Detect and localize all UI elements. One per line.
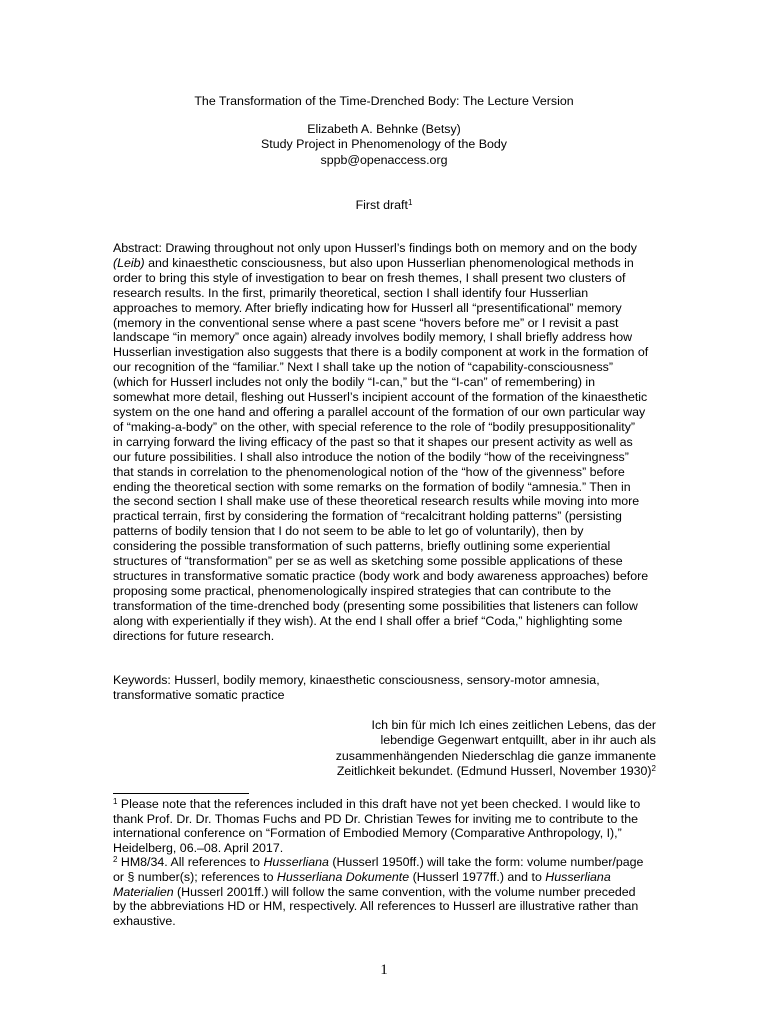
author-name: Elizabeth A. Behnke (Betsy) [307,122,461,136]
abstract-line: structures in transformative somatic practice (body work and body awareness approaches) before [113,568,649,583]
footnote-ref-2[interactable]: 2 [651,763,656,773]
abstract-line: transformation of the time-drenched body (presenting some possibilities that listeners can follow [113,598,638,613]
abstract-line: of “making-a-body” on the other, with special reference to the role of “bodily presuppositionality” [113,419,636,434]
page-number: 1 [380,962,388,978]
abstract-line: structures of “transformation” per se as well as sketching some possible applications of these [113,554,623,569]
abstract-line: that stands in correlation to the phenomenological notion of the “how of the givenness” before [113,464,625,479]
abstract-line: our future possibilities. I shall also introduce the notion of the bodily “how of the receivingness” [113,449,629,464]
epigraph-quote [296,718,656,779]
abstract-line: system on the one hand and offering a parallel account of the formation of our own particular way [113,404,646,419]
abstract-line: proposing some practical, phenomenologically inspired strategies that can contribute to the [113,583,611,598]
footnotes [113,797,661,928]
keywords-paragraph [113,673,661,703]
epigraph-line: Ich bin für mich Ich eines zeitlichen Lebens, das der [371,718,656,732]
abstract-line: (Leib) and kinaesthetic consciousness, but also upon Husserlian phenomenological methods in [113,255,634,270]
abstract-line: Abstract: Drawing throughout not only upon Husserl’s findings both on memory and on the body [113,241,637,255]
abstract-line: our recognition of the “familiar.” Next I shall take up the notion of “capability-consciousness” [113,360,614,375]
abstract-line: approaches to memory. After briefly indicating how for Husserl all “presentificational” memory [113,300,622,315]
abstract-paragraph [113,241,661,643]
abstract-line: ending the theoretical section with some remarks on the formation of bodily “amnesia.” Then in [113,479,631,494]
abstract-line: patterns of bodily tension that I do not seem to be able to let go of voluntarily), then by [113,524,584,539]
footnote-1: $^1$ Please note that the references included in this draft have not yet been checked. I would like to thank Prof. Dr. Dr. Thomas Fuchs and PD Dr. Christian Tewes for inviting me to contribute to the international conference on “Formation of Embodied Memory (Comparative Anthropology, I),” Heidelberg, 06.–08. April 2017. [113,797,641,855]
author-affiliation: Study Project in Phenomenology of the Body [261,137,507,152]
abstract-line: in carrying forward the living efficacy of the past so that it shapes our present activity as well as [113,434,633,449]
abstract-line: somewhat more detail, fleshing out Husserl’s incipient account of the formation of the kinaesthetic [113,390,648,405]
abstract-line: the second section I shall make use of these theoretical research results while moving into more [113,494,640,509]
abstract-line: directions for future research. [113,628,275,643]
abstract-line: considering the possible transformation of such patterns, briefly outlining some experiential [113,539,611,554]
abstract-line: along with experientially if they wish). At the end I shall offer a brief “Coda,” highlighting some [113,613,623,628]
footnote-2: $^2$ HM8/34. All references to Husserliana (Husserl 1950ff.) will take the form: volume number/page or § number(s); references to Husserliana Dokumente (Husserl 1977ff.) and to Husserliana Materialien (Husserl 2001ff.) will follow the same convention, with the volume number preceded by the abbreviations HD or HM, respectively. All references to Husserl are illustrative rather than exhaustive. [113,855,644,928]
footnote-ref-1[interactable]: 1 [407,198,413,207]
abstract-line: research results. In the first, primarily theoretical, section I shall identify four Husserlian [113,285,589,300]
abstract-line: order to bring this style of investigation to bear on fresh themes, I shall present two clusters of [113,270,626,285]
author-email: sppb@openaccess.org [320,152,448,167]
epigraph-line: lebendige Gegenwart entquillt, aber in ihr auch als [380,733,656,748]
footnote-mark-2: 2 [113,855,118,865]
abstract-line: (memory in the conventional sense where a past scene “hovers before me” or I revisit a past [113,315,619,330]
keywords-line: transformative somatic practice [113,688,285,702]
abstract-line: (which for Husserl includes not only the bodily “I-can,” but the “I-can” of remembering) in [113,375,596,390]
abstract-line: landscape “in memory” once again) already involves bodily memory, I shall briefly address how [113,330,633,345]
abstract-line: Husserlian investigation also suggests that there is a bodily component at work in the formation of [113,345,649,360]
document-title: The Transformation of the Time-Drenched Body: The Lecture Version [194,94,574,108]
keywords-line: Keywords: Husserl, bodily memory, kinaesthetic consciousness, sensory-motor amnesia, [113,673,600,687]
abstract-line: practical terrain, first by considering the formation of “recalcitrant holding patterns” (persisting [113,509,622,524]
footnote-mark-1: 1 [113,797,118,806]
author-block [0,122,768,168]
epigraph-line: Zeitlichkeit bekundet. (Edmund Husserl, November 1930)$^2$ [336,763,656,778]
footnote-separator [113,793,249,794]
epigraph-line: zusammenhängenden Niederschlag die ganze immanente [335,748,656,763]
draft-label: First draft$^1$ [355,198,413,212]
